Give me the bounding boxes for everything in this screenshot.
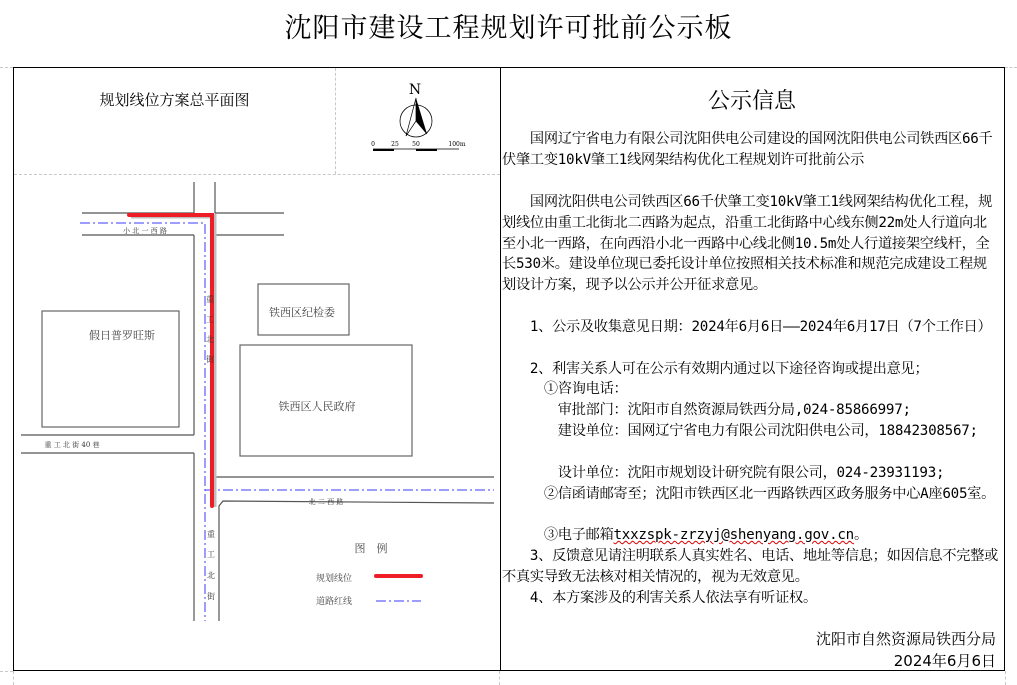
column-divider: [500, 68, 501, 670]
notice-board: [13, 67, 1005, 671]
info-title: 公示信息: [707, 89, 796, 114]
notice-item-3: 3、反馈意见请注明联系人真实姓名、电话、地址等信息；如因信息不完整或不真实导致无法核对相关情况的，视为无效意见。: [502, 548, 999, 585]
svg-text:工: 工: [207, 550, 215, 559]
road-boundary-line: [80, 223, 494, 621]
road-label-zhonggong-40: 重 工 北 街 40 巷: [44, 441, 100, 449]
svg-text:0: 0: [371, 141, 375, 148]
svg-text:100m: 100m: [448, 141, 466, 148]
road-edges: [21, 182, 494, 621]
guide-line: [0, 67, 13, 68]
signature-date: 2024年6月6日: [893, 652, 996, 670]
svg-text:重: 重: [207, 530, 215, 539]
svg-text:街: 街: [206, 355, 214, 364]
svg-text:北: 北: [207, 571, 215, 580]
legend-label-roadline: 道路红线: [315, 597, 353, 607]
notice-item-2-1: ①咨询电话：: [502, 381, 628, 397]
road-label-xiaobei-yixi: 小 北 一 西 路: [123, 227, 167, 235]
svg-text:重: 重: [206, 295, 214, 304]
notice-item-2-3: ③电子邮箱txxzspk-zrzyj@shenyang.gov.cn。: [502, 527, 868, 543]
notice-intro: 国网辽宁省电力有限公司沈阳供电公司建设的国网沈阳供电公司铁西区66千伏肇工变10kV肇工1线网架结构优化工程规划许可批前公示: [502, 131, 993, 168]
site-plan-map: [14, 175, 500, 669]
north-label: N: [408, 82, 422, 98]
svg-text:北: 北: [206, 335, 214, 344]
road-label-beier-xi: 北 二 西 路: [308, 498, 344, 506]
signature-org: 沈阳市自然资源局铁西分局: [815, 630, 996, 648]
notice-body: 国网沈阳供电公司铁西区66千伏肇工变10kV肇工1线网架结构优化工程，规划线位由重工北街北二西路为起点，沿重工北街路中心线东侧22m处人行道向北至小北一西路，在向西沿小北一西路中心线北侧10.5m处人行道接架空线杆，全长530米。建设单位现已委托设计单位按照相关技术标准和规范完成建设工程规划设计方案，现予以公示并公开征求意见。: [502, 194, 993, 294]
cell-divider: [335, 68, 336, 174]
notice-item-1: 1、公示及收集意见日期：2024年6月6日——2024年6月17日（7个工作日）: [502, 319, 992, 335]
buildings: [42, 284, 412, 456]
guide-line: [0, 671, 13, 672]
svg-text:街: 街: [207, 592, 215, 601]
legend-label-route: 规划线位: [315, 574, 353, 584]
notice-item-2-2: ②信函请邮寄至；沈阳市铁西区北一西路铁西区政务服务中心A座605室。: [502, 486, 996, 502]
guide-line: [1005, 67, 1017, 68]
map-title: 规划线位方案总平面图: [99, 91, 250, 109]
north-arrow-icon: [361, 76, 471, 156]
page-title: 沈阳市建设工程规划许可批前公示板: [284, 13, 733, 44]
svg-text:工: 工: [206, 315, 214, 324]
scale-bar: [371, 141, 466, 151]
builder-contact: 建设单位：国网辽宁省电力有限公司沈阳供电公司，18842308567;: [502, 423, 978, 439]
notice-item-2: 2、利害关系人可在公示有效期内通过以下途径咨询或提出意见；: [502, 361, 929, 377]
approval-dept-contact: 审批部门：沈阳市自然资源局铁西分局,024-85866997;: [502, 402, 911, 418]
guide-line: [13, 671, 14, 685]
legend-title: 图 例: [354, 542, 388, 555]
email-link[interactable]: txxzspk-zrzyj@shenyang.gov.cn: [613, 527, 854, 543]
guide-line: [1005, 671, 1006, 685]
building-label-government: 铁西区人民政府: [278, 400, 356, 413]
designer-contact: 设计单位：沈阳市规划设计研究院有限公司，024-23931193;: [502, 465, 945, 481]
notice-item-4: 4、本方案涉及的利害关系人依法享有听证权。: [502, 590, 817, 606]
guide-line: [499, 671, 500, 685]
svg-text:50: 50: [412, 141, 420, 148]
building-label-discipline: 铁西区纪检委: [269, 306, 335, 319]
svg-text:25: 25: [391, 141, 399, 148]
notice-info-panel: [502, 68, 1002, 668]
map-legend: [316, 541, 421, 607]
building-label-holiday: 假日普罗旺斯: [89, 329, 155, 342]
planned-route-line: [129, 215, 214, 507]
